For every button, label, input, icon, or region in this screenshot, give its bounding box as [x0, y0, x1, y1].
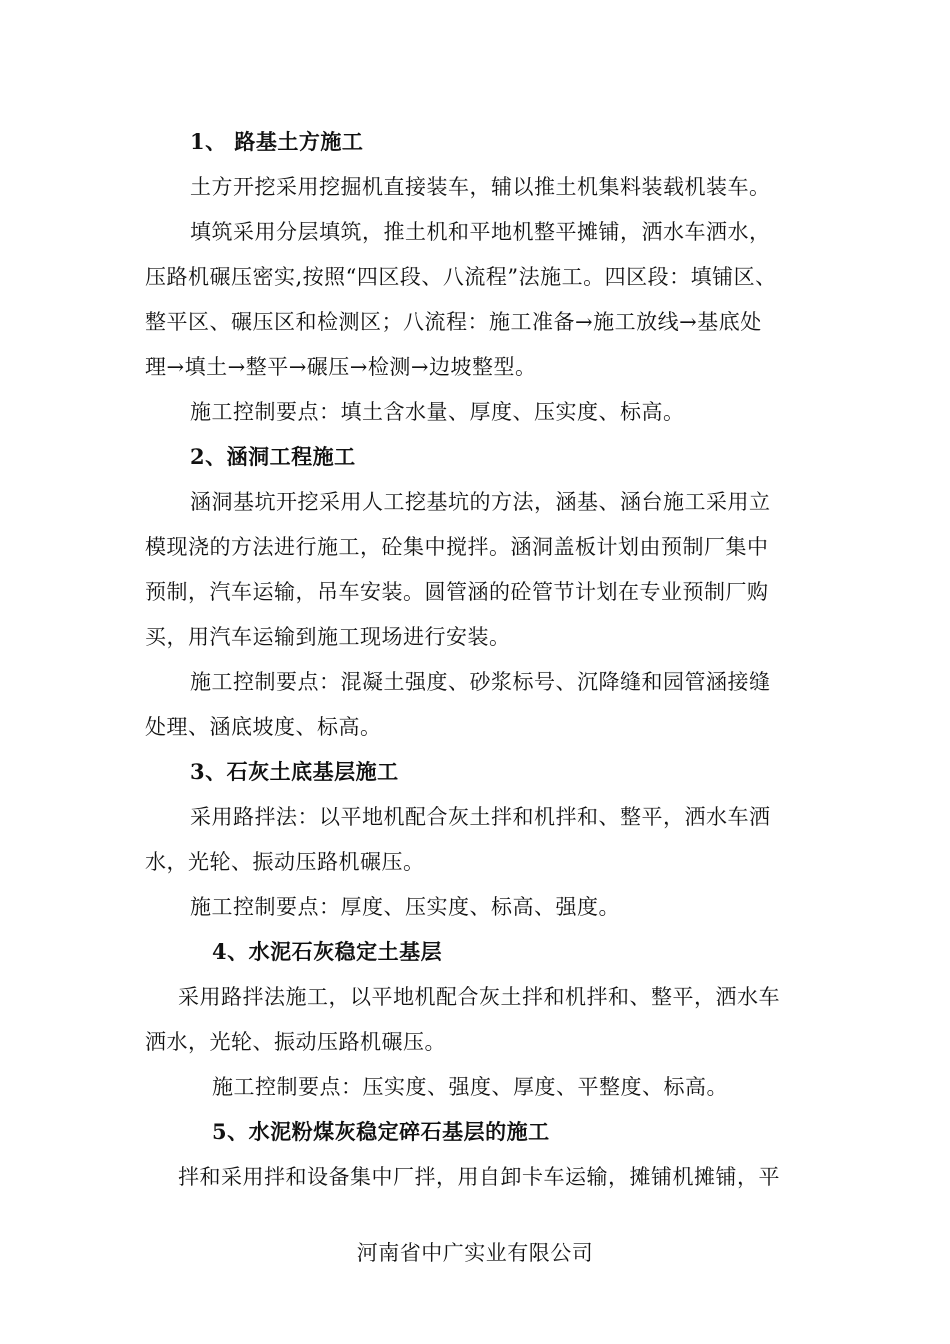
section-1-para-1-line-1: 土方开挖采用挖掘机直接装车，辅以推土机集料装载机装车。: [190, 175, 771, 199]
section-2-para-1-line-4: 买，用汽车运输到施工现场进行安装。: [145, 625, 511, 649]
section-2-heading: 2、涵洞工程施工: [190, 444, 356, 469]
section-1-para-3-line-1: 施工控制要点：填土含水量、厚度、压实度、标高。: [190, 400, 685, 424]
section-3-para-1-line-2: 水，光轮、振动压路机碾压。: [145, 850, 425, 874]
section-2-para-1-line-3: 预制，汽车运输，吊车安装。圆管涵的砼管节计划在专业预制厂购: [145, 580, 769, 604]
section-5-heading: 5、水泥粉煤灰稳定碎石基层的施工: [212, 1119, 550, 1144]
section-4-heading: 4、水泥石灰稳定土基层: [212, 939, 443, 964]
section-2-para-1-line-2: 模现浇的方法进行施工，砼集中搅拌。涵洞盖板计划由预制厂集中: [145, 535, 769, 559]
section-1-heading: 1、 路基土方施工: [190, 129, 364, 154]
section-2-para-1-line-1: 涵洞基坑开挖采用人工挖基坑的方法，涵基、涵台施工采用立: [190, 490, 771, 514]
section-4-para-1-line-2: 洒水，光轮、振动压路机碾压。: [145, 1030, 446, 1054]
page-footer-company: 河南省中广实业有限公司: [356, 1241, 594, 1265]
section-3-para-2-line-1: 施工控制要点：厚度、压实度、标高、强度。: [190, 895, 620, 919]
section-4-para-2-line-1: 施工控制要点：压实度、强度、厚度、平整度、标高。: [212, 1075, 728, 1099]
section-1-para-2-line-3: 整平区、碾压区和检测区；八流程：施工准备→施工放线→基底处: [145, 310, 762, 334]
section-3-heading: 3、石灰土底基层施工: [190, 759, 399, 784]
section-1-para-2-line-4: 理→填土→整平→碾压→检测→边坡整型。: [145, 355, 537, 379]
section-4-para-1-line-1: 采用路拌法施工，以平地机配合灰土拌和机拌和、整平，洒水车: [178, 985, 780, 1009]
section-5-para-1-line-1: 拌和采用拌和设备集中厂拌，用自卸卡车运输，摊铺机摊铺，平: [178, 1165, 780, 1189]
section-2-para-2-line-1: 施工控制要点：混凝土强度、砂浆标号、沉降缝和园管涵接缝: [190, 670, 771, 694]
section-1-para-2-line-2: 压路机碾压密实,按照“四区段、八流程”法施工。四区段：填铺区、: [145, 265, 777, 289]
section-3-para-1-line-1: 采用路拌法：以平地机配合灰土拌和机拌和、整平，洒水车洒: [190, 805, 771, 829]
section-1-para-2-line-1: 填筑采用分层填筑，推土机和平地机整平摊铺，洒水车洒水，: [190, 220, 771, 244]
section-2-para-2-line-2: 处理、涵底坡度、标高。: [145, 715, 382, 739]
